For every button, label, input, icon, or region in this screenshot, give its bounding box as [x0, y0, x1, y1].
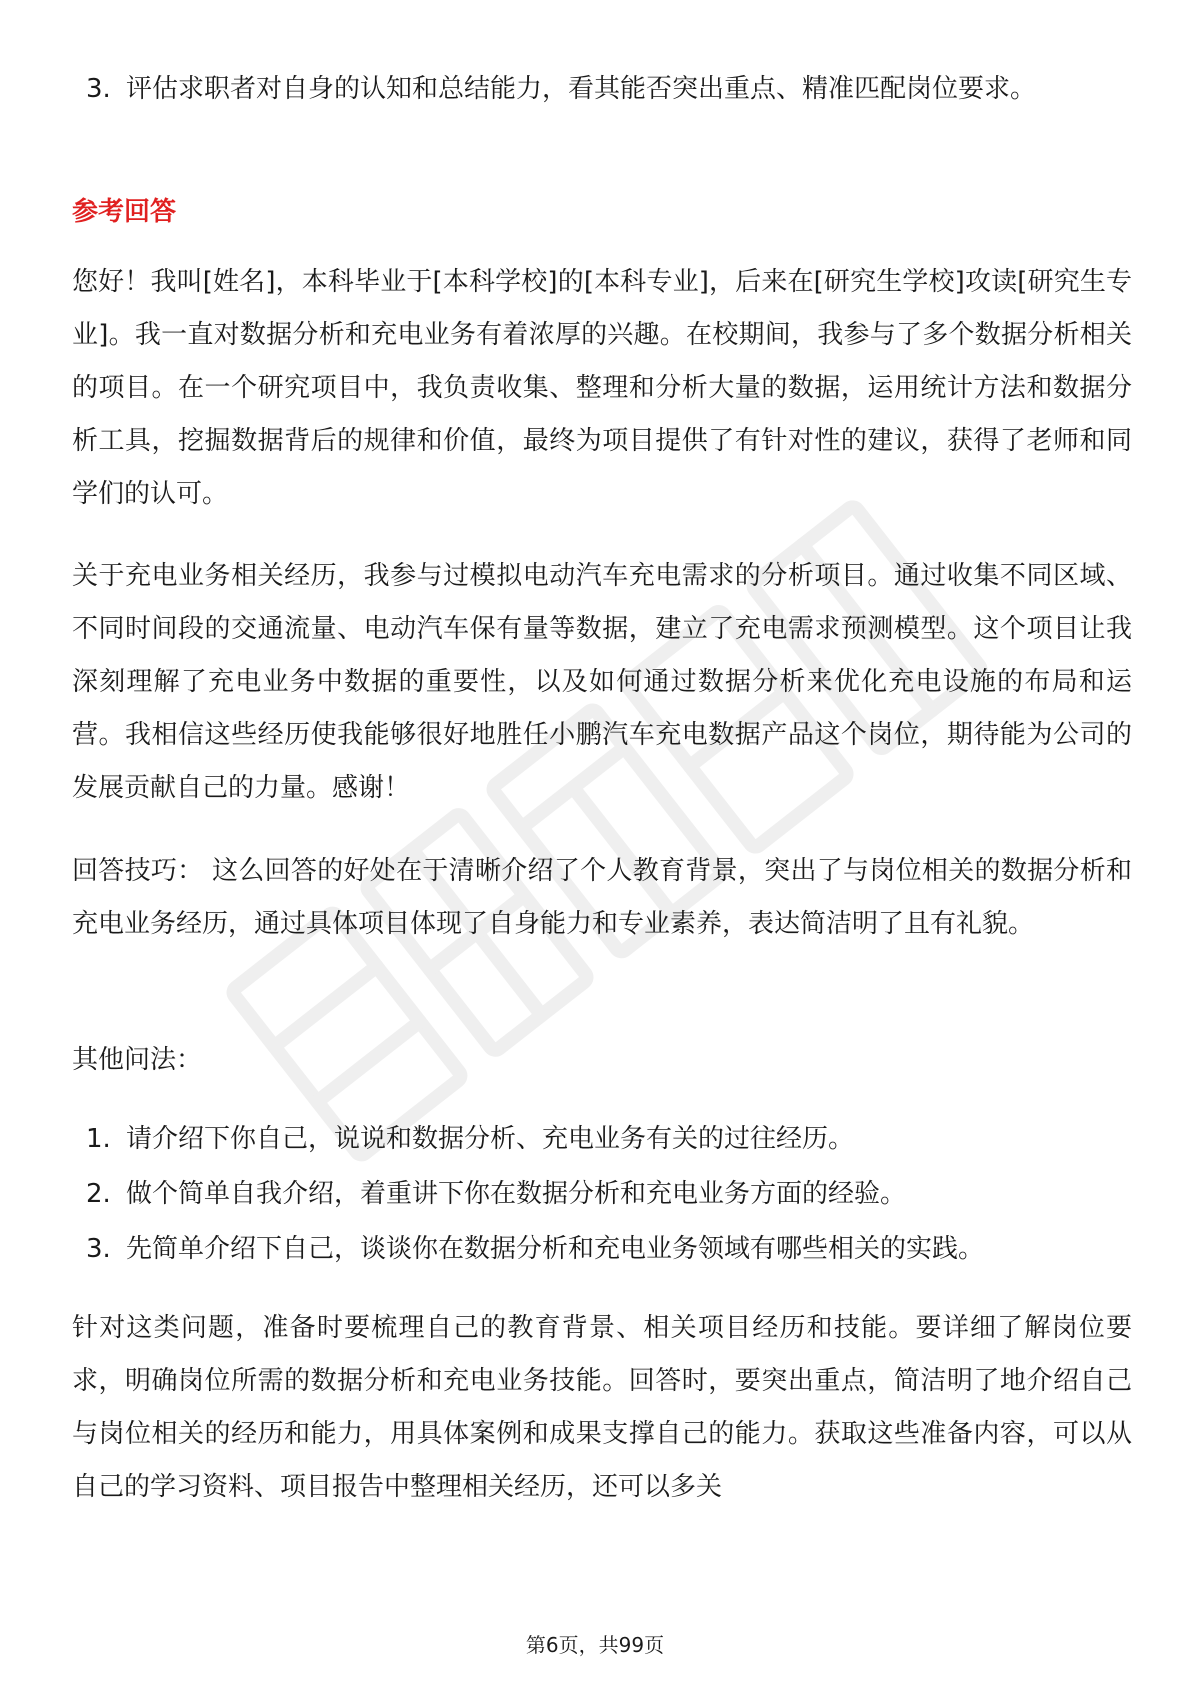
page-footer: 第6页，共99页 [525, 1633, 665, 1657]
list-text: 评估求职者对自身的认知和总结能力，看其能否突出重点、精准匹配岗位要求。 [126, 74, 1037, 104]
list-text: 先简单介绍下自己，谈谈你在数据分析和充电业务领域有哪些相关的实践。 [126, 1234, 985, 1264]
answer-paragraph: 您好！我叫[姓名]，本科毕业于[本科学校]的[本科专业]，后来在[研究生学校]攻读[研究生专业]。我一直对数据分析和充电业务有着浓厚的兴趣。在校期间，我参与了多个数据分析相关的项目。在一个研究项目中，我负责收集、整理和分析大量的数据，运用统计方法和数据分析工具，挖掘数据背后的规律和价值，最终为项目提供了有针对性的建议，获得了老师和同学们的认可。 [72, 267, 1132, 509]
list-text: 做个简单自我介绍，着重讲下你在数据分析和充电业务方面的经验。 [126, 1179, 907, 1209]
other-questions-label: 其他问法： [72, 1045, 203, 1075]
answer-paragraph: 关于充电业务相关经历，我参与过模拟电动汽车充电需求的分析项目。通过收集不同区域、不同时间段的交通流量、电动汽车保有量等数据，建立了充电需求预测模型。这个项目让我深刻理解了充电业务中数据的重要性，以及如何通过数据分析来优化充电设施的布局和运营。我相信这些经历使我能够很好地胜任小鹏汽车充电数据产品这个岗位，期待能为公司的发展贡献自己的力量。感谢！ [72, 561, 1132, 803]
list-number: 2. [86, 1179, 111, 1209]
section-title-reference-answer: 参考回答 [72, 197, 177, 227]
list-number: 3. [86, 74, 111, 104]
answer-tips: 回答技巧： 这么回答的好处在于清晰介绍了个人教育背景，突出了与岗位相关的数据分析和充电业务经历，通过具体项目体现了自身能力和专业素养，表达简洁明了且有礼貌。 [72, 856, 1132, 939]
closing-paragraph: 针对这类问题，准备时要梳理自己的教育背景、相关项目经历和技能。要详细了解岗位要求，明确岗位所需的数据分析和充电业务技能。回答时，要突出重点，简洁明了地介绍自己与岗位相关的经历和能力，用具体案例和成果支撑自己的能力。获取这些准备内容，可以从自己的学习资料、项目报告中整理相关经历，还可以多关 [72, 1313, 1132, 1502]
list-number: 1. [86, 1124, 111, 1154]
list-number: 3. [86, 1234, 111, 1264]
list-text: 请介绍下你自己，说说和数据分析、充电业务有关的过往经历。 [126, 1124, 855, 1154]
